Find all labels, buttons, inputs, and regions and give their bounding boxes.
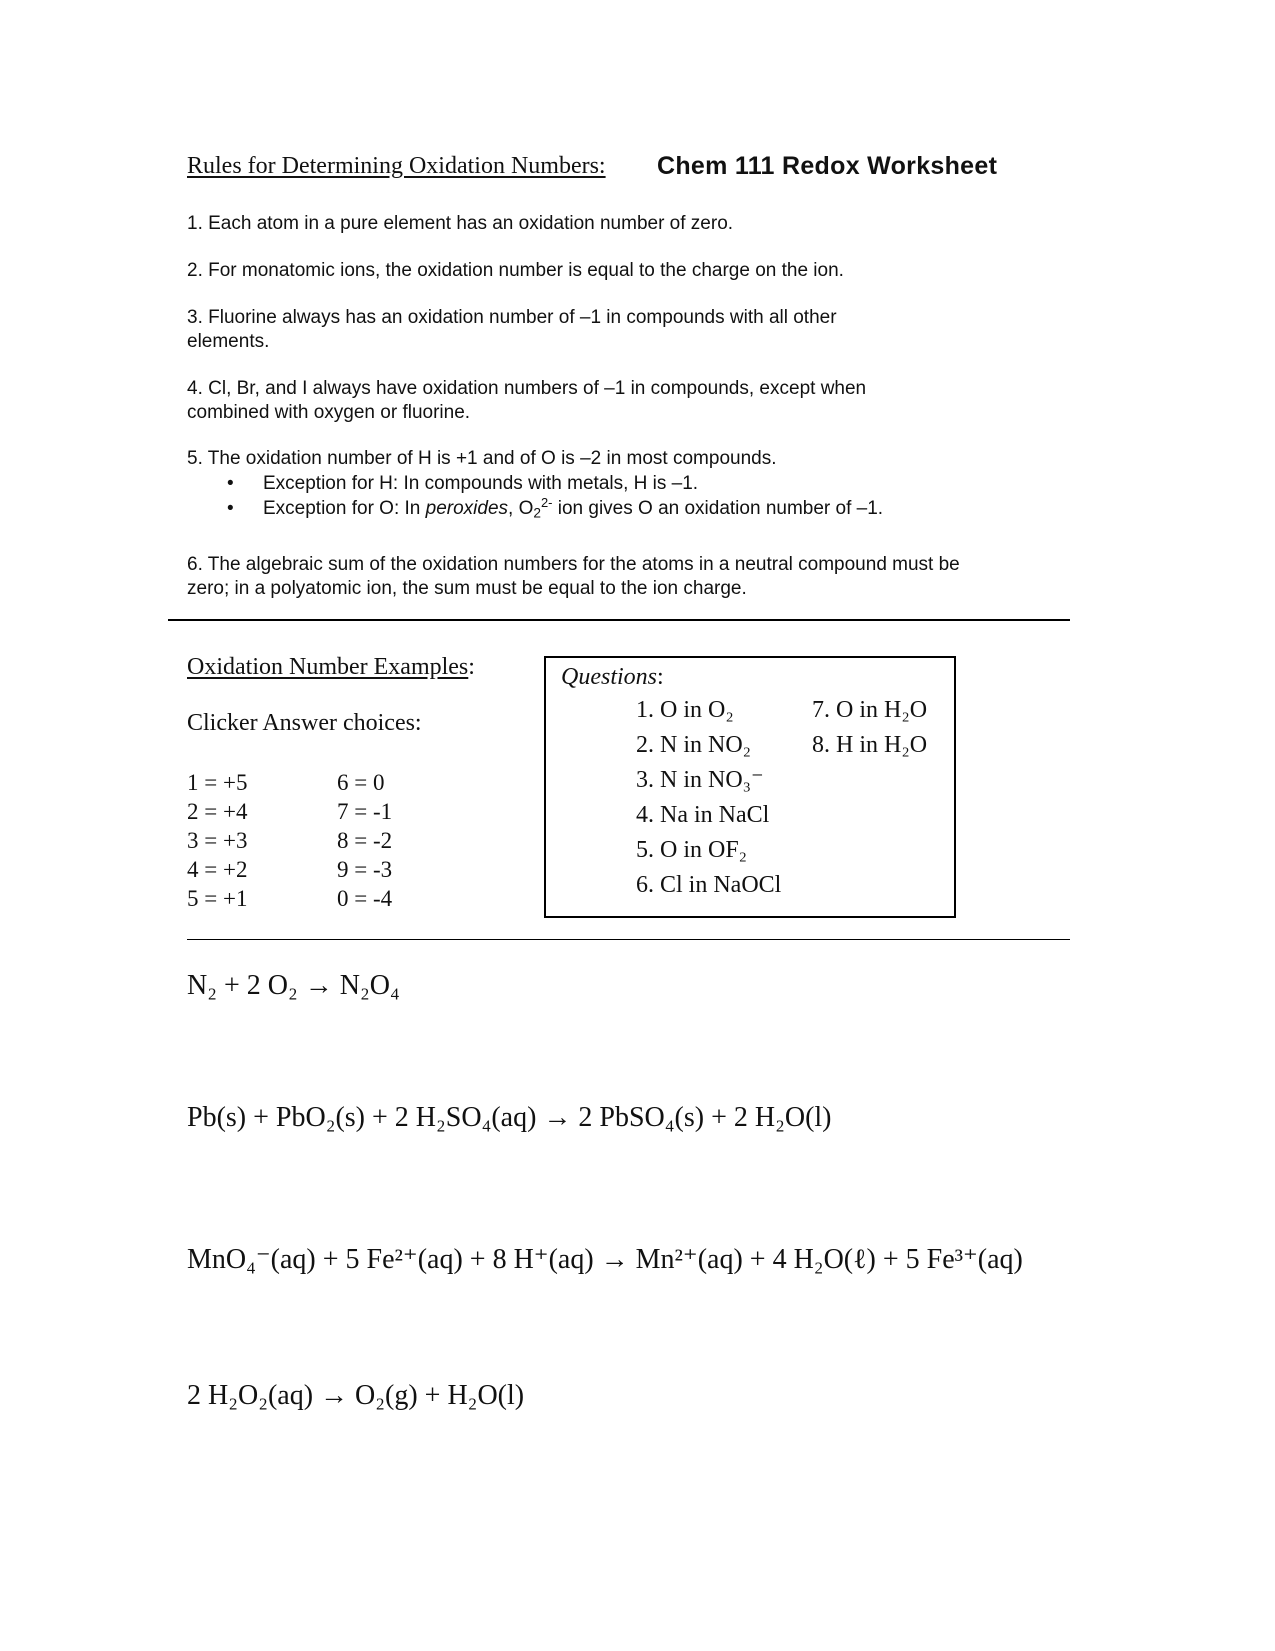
equation-1: N₂ + 2 O₂ → N₂O₄: [187, 970, 400, 1001]
equation-2: Pb(s) + PbO₂(s) + 2 H₂SO₄(aq) → 2 PbSO₄(s) + 2 H₂O(l): [187, 1102, 832, 1133]
rule-6: 6. The algebraic sum of the oxidation numbers for the atoms in a neutral compound must be zero; in a polyatomic ion, the sum must be equal to the ion charge.: [187, 554, 960, 599]
rule-5: [187, 447, 967, 521]
questions-box: [544, 656, 956, 918]
rules-heading: Rules for Determining Oxidation Numbers:: [187, 153, 606, 179]
worksheet-title: Chem 111 Redox Worksheet: [657, 152, 998, 180]
question-item: 4. Na in NaCl: [636, 802, 770, 828]
examples-title: Oxidation Number Examples:: [187, 654, 475, 680]
section-divider-top: [168, 619, 1070, 621]
answer-choice: 4 = +2: [187, 857, 248, 882]
question-item: 3. N in NO₃⁻: [636, 767, 764, 793]
answer-choice: 2 = +4: [187, 799, 248, 824]
answer-choice: 8 = -2: [337, 828, 393, 853]
rule-3: 3. Fluorine always has an oxidation number of –1 in compounds with all other elements.: [187, 307, 837, 352]
bullet-icon: •: [227, 498, 234, 519]
exception-oxygen: • Exception for O: In peroxides, $O_2^{2-}$ ion gives O an oxidation number of –1.: [227, 494, 884, 521]
rule-5-text: 5. The oxidation number of H is +1 and of O is –2 in most compounds.: [187, 448, 777, 469]
answer-choice: 6 = 0: [337, 770, 385, 795]
rule-1: 1. Each atom in a pure element has an oxidation number of zero.: [187, 213, 734, 234]
question-item: 6. Cl in NaOCl: [636, 872, 782, 898]
answer-choice: 0 = -4: [337, 886, 393, 911]
equation-3: MnO₄⁻(aq) + 5 Fe²⁺(aq) + 8 H⁺(aq) → Mn²⁺(aq) + 4 H₂O(ℓ) + 5 Fe³⁺(aq): [187, 1244, 1023, 1275]
answer-choices-right: [337, 768, 392, 913]
question-item: 7. O in H₂O: [812, 697, 928, 723]
rule-4: 4. Cl, Br, and I always have oxidation numbers of –1 in compounds, except when combined with oxygen or fluorine.: [187, 378, 867, 423]
questions-label: Questions:: [561, 664, 664, 690]
bullet-icon: •: [227, 473, 234, 494]
answer-choice: 9 = -3: [337, 857, 393, 882]
question-item: 8. H in H₂O: [812, 732, 928, 758]
answer-choice: 1 = +5: [187, 770, 248, 795]
clicker-answer-label: Clicker Answer choices:: [187, 710, 422, 736]
question-item: 1. O in O₂: [636, 697, 734, 723]
equation-4: 2 H₂O₂(aq) → O₂(g) + H₂O(l): [187, 1380, 525, 1411]
answer-choice: 3 = +3: [187, 828, 248, 853]
section-divider-bottom: [187, 939, 1070, 940]
rule-5-exceptions: [187, 471, 967, 521]
rule-2: 2. For monatomic ions, the oxidation number is equal to the charge on the ion.: [187, 260, 844, 281]
question-item: 2. N in NO₂: [636, 732, 752, 758]
answer-choices-left: [187, 768, 247, 913]
answer-choice: 5 = +1: [187, 886, 248, 911]
question-item: 5. O in OF₂: [636, 837, 748, 863]
exception-hydrogen: • Exception for H: In compounds with metals, H is –1.: [227, 473, 699, 494]
answer-choice: 7 = -1: [337, 799, 393, 824]
